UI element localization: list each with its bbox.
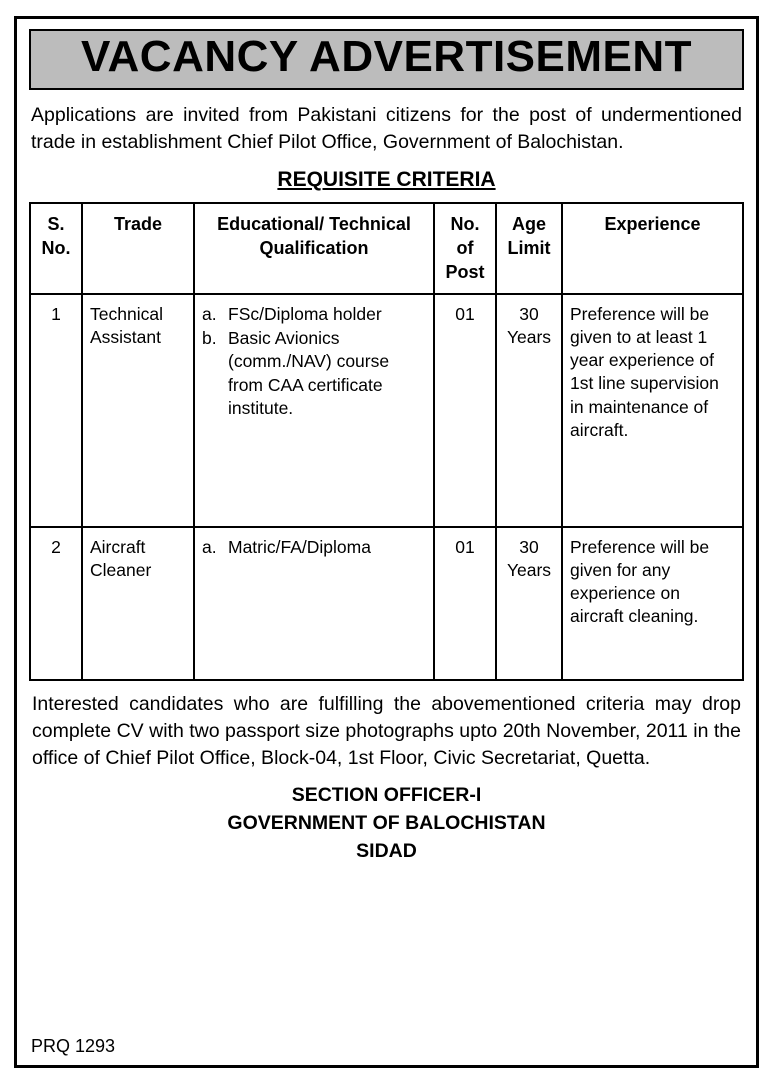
qualification-item-label: a.	[202, 303, 217, 324]
qualification-list	[202, 303, 426, 421]
column-header-posts: No. of Post	[434, 203, 496, 294]
column-header-sno: S. No.	[30, 203, 82, 294]
column-header-qualification: Educational/ Technical Qualification	[194, 203, 434, 294]
intro-paragraph: Applications are invited from Pakistani citizens for the post of undermentioned trade in establishment Chief Pilot Office, Government of Balochistan.	[31, 103, 742, 153]
column-header-age: Age Limit	[496, 203, 562, 294]
cell-trade: Aircraft Cleaner	[82, 527, 194, 680]
advertisement-frame	[14, 16, 759, 1068]
criteria-table	[29, 202, 744, 681]
table-row	[30, 527, 743, 680]
page-title: VACANCY ADVERTISEMENT	[80, 32, 693, 81]
cell-trade: Technical Assistant	[82, 294, 194, 527]
qualification-item-text: Basic Avionics (comm./NAV) course from CAA certificate institute.	[228, 327, 390, 419]
cell-sno: 1	[30, 294, 82, 527]
criteria-heading: REQUISITE CRITERIA	[277, 167, 496, 191]
cell-experience: Preference will be given to at least 1 year experience of 1st line supervision in maintenance of aircraft.	[562, 294, 743, 527]
qualification-item	[202, 536, 426, 559]
cell-posts: 01	[434, 527, 496, 680]
qualification-item	[202, 303, 426, 326]
qualification-item-label: b.	[202, 327, 217, 348]
application-instructions: Interested candidates who are fulfilling the abovementioned criteria may drop complete CV with two passport size photographs upto 20th November, 2011 in the office of Chief Pilot Office, Block-04, 1st Floor, Civic Secretariat, Quetta.	[32, 692, 741, 770]
table-row	[30, 294, 743, 527]
qualification-item-text: FSc/Diploma holder	[228, 303, 382, 324]
table-header-row	[30, 203, 743, 294]
bottom-row	[29, 1036, 744, 1059]
signoff-line-3: SIDAD	[356, 839, 417, 862]
banner	[29, 29, 744, 90]
cell-experience: Preference will be given for any experience on aircraft cleaning.	[562, 527, 743, 680]
column-header-trade: Trade	[82, 203, 194, 294]
cell-qualification	[194, 294, 434, 527]
cell-sno: 2	[30, 527, 82, 680]
cell-age: 30 Years	[496, 527, 562, 680]
signoff-block	[29, 782, 744, 865]
qualification-item-text: Matric/FA/Diploma	[228, 536, 371, 557]
cell-posts: 01	[434, 294, 496, 527]
cell-qualification	[194, 527, 434, 680]
column-header-experience: Experience	[562, 203, 743, 294]
signoff-line-1: SECTION OFFICER-I	[291, 784, 482, 807]
qualification-item-label: a.	[202, 536, 217, 557]
signoff-line-2: GOVERNMENT OF BALOCHISTAN	[227, 812, 546, 835]
cell-age: 30 Years	[496, 294, 562, 527]
qualification-list	[202, 536, 426, 559]
qualification-item	[202, 327, 426, 421]
reference-number: PRQ 1293	[31, 1036, 116, 1056]
